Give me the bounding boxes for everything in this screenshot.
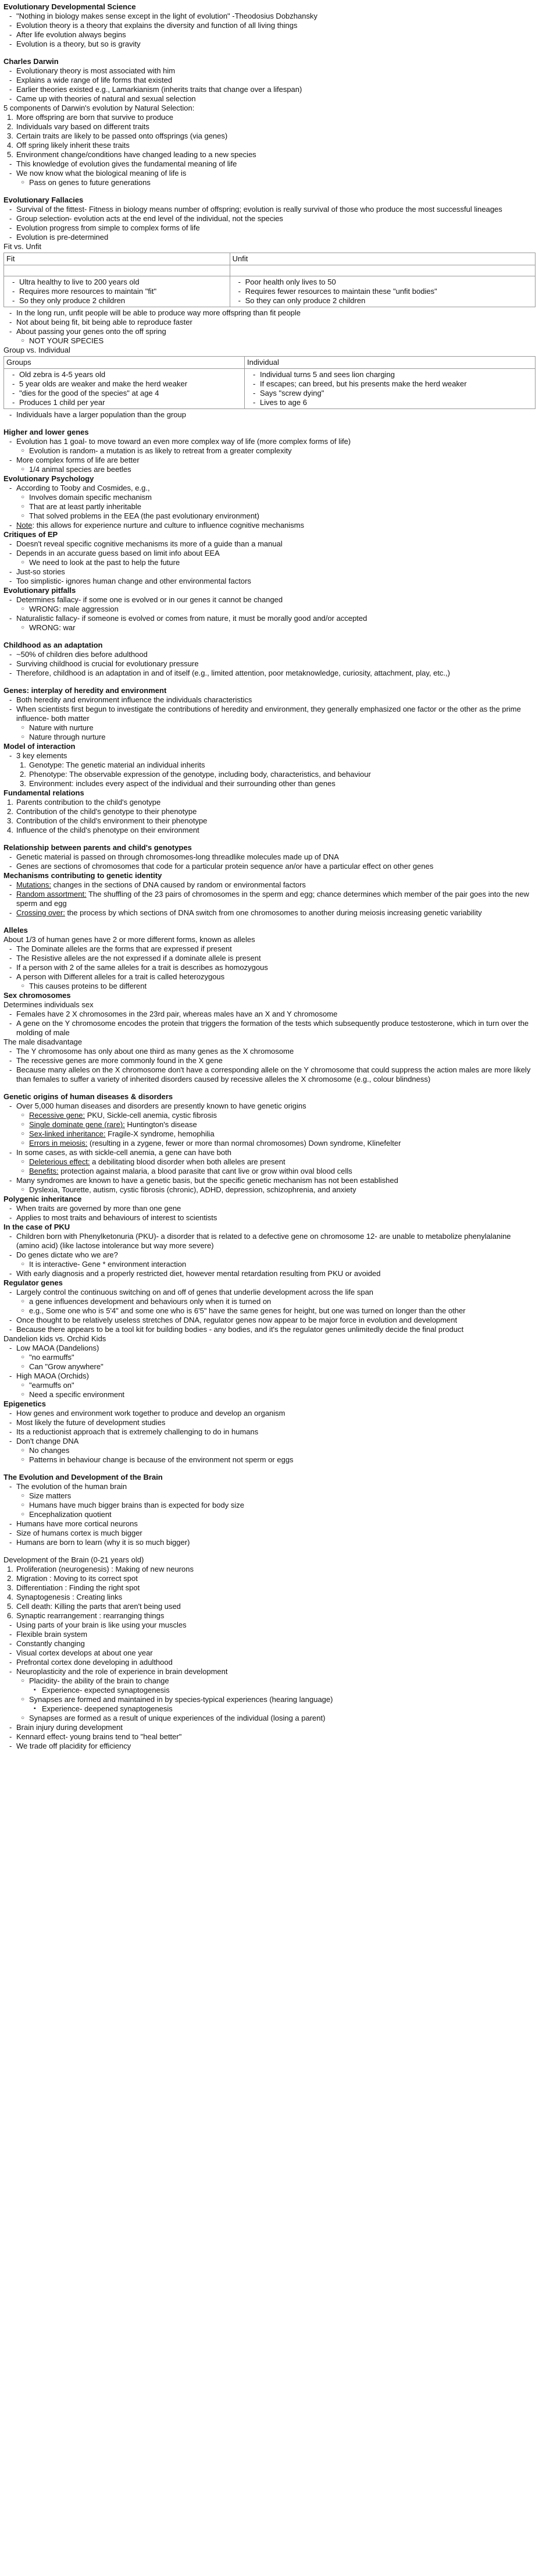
numbered-item: 3. Certain traits are likely to be passed onto offsprings (via genes)	[7, 132, 228, 140]
table-cell	[230, 276, 535, 307]
numbered-item: 3. Contribution of the child's environment to their phenotype	[7, 816, 208, 825]
sub-bullet: ○ Nature through nurture	[3, 733, 536, 742]
table-cell	[4, 369, 245, 409]
section-title: Sex chromosomes	[3, 991, 71, 1000]
numbered-item: 4. Influence of the child's phenotype on their environment	[7, 826, 199, 834]
section-title: Genetic origins of human diseases & disorders	[3, 1092, 173, 1101]
bullet: - Because many alleles on the X chromosome don't have a corresponding allele on the Y chromosome that could suppress the action males are more likely than females to suffer a variety of inherited disorders caused by recessive alleles the X chromosome (e.g., colour blindness)	[3, 1065, 536, 1084]
bullet: - Note: this allows for experience nurture and culture to influence cognitive mechanisms	[3, 521, 536, 530]
bullet: - A gene on the Y chromosome encodes the protein that triggers the formation of the tests which subsequently produce testosterone, which in turn over the molding of male	[3, 1019, 536, 1037]
sub-bullet: ○ e.g., Some one who is 5'4" and some one who is 6'5" have the same genes for height, but one was turned on longer than the other	[3, 1306, 536, 1316]
cell-bullet: - Ultra healthy to live to 200 years old	[6, 278, 227, 287]
section-title: Evolutionary Fallacies	[3, 196, 84, 204]
sub-bullet: ○ Benefits: protection against malaria, a blood parasite that cant live or grow within oval blood cells	[3, 1167, 536, 1176]
bullet: - Low MAOA (Dandelions)	[3, 1344, 536, 1353]
bullet: - We now know what the biological meaning of life is	[3, 169, 536, 178]
bullet: - Once thought to be relatively useless stretches of DNA, regulator genes now appear to be major force in evolution and development	[3, 1316, 536, 1325]
bullet: - Individuals have a larger population than the group	[3, 410, 536, 420]
sub-bullet: ○ This causes proteins to be different	[3, 982, 536, 991]
numbered-item: 2. Migration : Moving to its correct spot	[7, 1574, 138, 1583]
section-higher-lower-genes	[3, 428, 536, 474]
cell-bullet: - Produces 1 child per year	[6, 398, 242, 407]
bullet: - We trade off placidity for efficiency	[3, 1742, 536, 1751]
sub-bullet: ○ Dyslexia, Tourette, autism, cystic fibrosis (chronic), ADHD, depression, schizophrenia, and anxiety	[3, 1185, 536, 1195]
section-sex-chromosomes	[3, 991, 536, 1084]
sub-bullet: ○ Humans have much bigger brains than is expected for body size	[3, 1501, 536, 1510]
sub-bullet: ○ We need to look at the past to help the future	[3, 558, 536, 567]
bullet: - About passing your genes onto the off spring	[3, 327, 536, 336]
bullet: - Doesn't reveal specific cognitive mechanisms its more of a guide than a manual	[3, 539, 536, 549]
section-regulator-genes	[3, 1278, 536, 1399]
bullet: - In some cases, as with sickle-cell anemia, a gene can have both	[3, 1148, 536, 1157]
cell-bullet: - Requires more resources to maintain "fit"	[6, 287, 227, 296]
bullet: - Many syndromes are known to have a genetic basis, but the specific genetic mechanism has not been established	[3, 1176, 536, 1185]
bullet: - After life evolution always begins	[3, 30, 536, 40]
section-title: Development of the Brain (0-21 years old)	[3, 1555, 144, 1564]
section-genes-interplay	[3, 686, 536, 742]
bullet: - 3 key elements	[3, 751, 536, 761]
bullet: - Over 5,000 human diseases and disorders are presently known to have genetic origins	[3, 1102, 536, 1111]
bullet: - Mutations: changes in the sections of DNA caused by random or environmental factors	[3, 880, 536, 890]
sub-bullet: ○ Need a specific environment	[3, 1390, 536, 1399]
bullet: - Children born with Phenylketonuria (PKU)- a disorder that is related to a defective gene on chromosome 12- are unable to metabolize phenylalanine (amino acid) (like lactose intolerance but way more severe)	[3, 1232, 536, 1250]
section-title: Higher and lower genes	[3, 428, 89, 436]
sub-bullet: ○ Placidity- the ability of the brain to change	[3, 1676, 536, 1686]
section-pku	[3, 1223, 536, 1278]
section-alleles	[3, 926, 536, 991]
section-fundamental-relations	[3, 788, 536, 835]
section-title: Polygenic inheritance	[3, 1195, 82, 1203]
cell-bullet: - Old zebra is 4-5 years old	[6, 370, 242, 379]
cell-bullet: - Says "screw dying"	[247, 389, 533, 398]
numbered-item: 5. Environment change/conditions have changed leading to a new species	[7, 150, 256, 159]
bullet: - Flexible brain system	[3, 1630, 536, 1639]
bullet: - Just-so stories	[3, 567, 536, 577]
sub-bullet: ○ Can "Grow anywhere"	[3, 1362, 536, 1372]
bullet: - Brain injury during development	[3, 1723, 536, 1732]
bullet: - Naturalistic fallacy- if someone is evolved or comes from nature, it must be morally good and/or accepted	[3, 614, 536, 623]
sub-bullet: ○ Evolution is random- a mutation is as likely to retreat from a greater complexity	[3, 446, 536, 456]
bullet: - Applies to most traits and behaviours of interest to scientists	[3, 1213, 536, 1223]
bullet: - The Y chromosome has only about one third as many genes as the X chromosome	[3, 1047, 536, 1056]
table-header: Groups	[4, 357, 245, 369]
sub-bullet: ○ Patterns in behaviour change is because of the environment not sperm or eggs	[3, 1455, 536, 1465]
section-title: Evolutionary pitfalls	[3, 586, 76, 595]
table-cell	[230, 265, 535, 276]
bullet: - In the long run, unfit people will be able to produce way more offspring than fit people	[3, 308, 536, 318]
section-title: Mechanisms contributing to genetic identity	[3, 871, 162, 880]
bullet: - "Nothing in biology makes sense except in the light of evolution" -Theodosius Dobzhansky	[3, 12, 536, 21]
numbered-item: 1. Genotype: The genetic material an individual inherits	[20, 761, 205, 769]
section-title: Epigenetics	[3, 1399, 46, 1408]
sub-bullet: ○ It is interactive- Gene * environment interaction	[3, 1260, 536, 1269]
sub-bullet: ○ Pass on genes to future generations	[3, 178, 536, 187]
numbered-item: 1. Proliferation (neurogenesis) : Making of new neurons	[7, 1565, 194, 1573]
section-parents-genotypes	[3, 843, 536, 871]
numbered-item: 2. Contribution of the child's genotype to their phenotype	[7, 807, 197, 816]
intro-text: About 1/3 of human genes have 2 or more different forms, known as alleles	[3, 935, 255, 944]
numbered-item: 2. Individuals vary based on different traits	[7, 122, 149, 131]
table-caption: Group vs. Individual	[3, 346, 70, 354]
bullet: - Genes are sections of chromosomes that code for a particular protein sequence an/or have a particular effect on other genes	[3, 862, 536, 871]
bullet: - Determines fallacy- if some one is evolved or in our genes it cannot be changed	[3, 595, 536, 605]
numbered-item: 3. Differentiation : Finding the right spot	[7, 1583, 140, 1592]
bullet: - Using parts of your brain is like using your muscles	[3, 1621, 536, 1630]
cell-bullet: - So they only produce 2 children	[6, 296, 227, 305]
numbered-item: 5. Cell death: Killing the parts that aren't being used	[7, 1602, 181, 1611]
bullet: - Its a reductionist approach that is extremely challenging to do in humans	[3, 1427, 536, 1437]
section-mechanisms	[3, 871, 536, 918]
sub-bullet: ○ Involves domain specific mechanism	[3, 493, 536, 502]
section-epigenetics	[3, 1399, 536, 1465]
sub-bullet: ○ Synapses are formed and maintained in by species-typical experiences (hearing language)	[3, 1695, 536, 1704]
table-header: Unfit	[230, 253, 535, 265]
bullet: - Prefrontal cortex done developing in adulthood	[3, 1658, 536, 1667]
sub-bullet: ○ "earmuffs on"	[3, 1381, 536, 1390]
sub-bullet: ○ WRONG: war	[3, 623, 536, 633]
bullet: - The evolution of the human brain	[3, 1482, 536, 1491]
numbered-item: 4. Synaptogenesis : Creating links	[7, 1593, 123, 1601]
bullet: - Kennard effect- young brains tend to "heal better"	[3, 1732, 536, 1742]
bullet: - Earlier theories existed e.g., Lamarkianism (inherits traits that change over a lifespan)	[3, 85, 536, 94]
bullet: - Both heredity and environment influence the individuals characteristics	[3, 695, 536, 705]
bullet: - Not about being fit, bit being able to reproduce faster	[3, 318, 536, 327]
table-header: Individual	[244, 357, 535, 369]
bullet: - Survival of the fittest- Fitness in biology means number of offspring; evolution is really survival of those who produce the most successful lineages	[3, 205, 536, 214]
section-critiques	[3, 530, 536, 586]
bullet: - Evolution is pre-determined	[3, 233, 536, 242]
bullet: - Evolution theory is a theory that explains the diversity and function of all living things	[3, 21, 536, 30]
bullet: - Therefore, childhood is an adaptation in and of itself (e.g., limited attention, poor metaknowledge, curiosity, attachment, play, etc.,)	[3, 669, 536, 678]
section-title: Model of interaction	[3, 742, 76, 751]
section-title: The Evolution and Development of the Brain	[3, 1473, 163, 1481]
numbered-item: 1. More offspring are born that survive to produce	[7, 113, 174, 122]
bullet: - Evolution is a theory, but so is gravity	[3, 40, 536, 49]
bullet: - With early diagnosis and a properly restricted diet, however mental retardation resulting from PKU or avoided	[3, 1269, 536, 1278]
table-cell	[4, 265, 230, 276]
table-caption: Fit vs. Unfit	[3, 242, 42, 251]
sub-bullet: ○ 1/4 animal species are beetles	[3, 465, 536, 474]
bullet: - Surviving childhood is crucial for evolutionary pressure	[3, 659, 536, 669]
cell-bullet: - If escapes; can breed, but his presents make the herd weaker	[247, 379, 533, 389]
bullet: - Came up with theories of natural and sexual selection	[3, 94, 536, 104]
numbered-item: 2. Phenotype: The observable expression of the genotype, including body, characteristics, and behaviour	[20, 770, 371, 779]
section-title: Relationship between parents and child's genotypes	[3, 843, 192, 852]
sub-bullet: ○ NOT YOUR SPECIES	[3, 336, 536, 346]
cell-bullet: - 5 year olds are weaker and make the herd weaker	[6, 379, 242, 389]
bullet: - Evolution progress from simple to complex forms of life	[3, 223, 536, 233]
sub-bullet: ○ Single dominate gene (rare): Huntington's disease	[3, 1120, 536, 1129]
bullet: - Don't change DNA	[3, 1437, 536, 1446]
intro-text: The male disadvantage	[3, 1037, 83, 1046]
numbered-item: 1. Parents contribution to the child's genotype	[7, 798, 161, 806]
section-model-interaction	[3, 742, 536, 788]
bullet: - The Dominate alleles are the forms that are expressed if present	[3, 944, 536, 954]
bullet: - This knowledge of evolution gives the fundamental meaning of life	[3, 159, 536, 169]
bullet: - Group selection- evolution acts at the end level of the individual, not the species	[3, 214, 536, 223]
section-title: Evolutionary Developmental Science	[3, 2, 136, 11]
cell-bullet: - "dies for the good of the species" at age 4	[6, 389, 242, 398]
sub-bullet: ○ Deleterious effect: a debilitating blood disorder when both alleles are present	[3, 1157, 536, 1167]
section-title: Childhood as an adaptation	[3, 641, 103, 649]
bullet: - The recessive genes are more commonly found in the X gene	[3, 1056, 536, 1065]
section-title: Alleles	[3, 926, 28, 935]
sub-bullet: ○ Synapses are formed as a result of unique experiences of the individual (losing a parent)	[3, 1714, 536, 1723]
section-title: Evolutionary Psychology	[3, 474, 94, 483]
cell-bullet: - Requires fewer resources to maintain these "unfit bodies"	[233, 287, 533, 296]
sub-bullet: ○ "no earmuffs"	[3, 1353, 536, 1362]
bullet: - Do genes dictate who we are?	[3, 1250, 536, 1260]
bullet: - Too simplistic- ignores human change and other environmental factors	[3, 577, 536, 586]
section-title: Regulator genes	[3, 1278, 63, 1287]
section-genetic-origins	[3, 1092, 536, 1195]
numbered-item: 6. Synaptic rearrangement : rearranging things	[7, 1611, 165, 1620]
bullet: - ~50% of children dies before adulthood	[3, 650, 536, 659]
section-brain-development	[3, 1555, 536, 1751]
section-polygenic	[3, 1195, 536, 1223]
sub-sub-bullet: ▪ Experience- expected synaptogenesis	[3, 1686, 536, 1695]
bullet: - Most likely the future of development studies	[3, 1418, 536, 1427]
section-title: Fundamental relations	[3, 788, 84, 797]
bullet: - Constantly changing	[3, 1639, 536, 1648]
section-title: Critiques of EP	[3, 530, 58, 539]
section-childhood	[3, 641, 536, 678]
table-cell	[244, 369, 535, 409]
section-evo-dev	[3, 2, 536, 49]
numbered-item: 3. Environment: includes every aspect of the individual and their surrounding other than genes	[20, 779, 335, 788]
sub-bullet: ○ Errors in meiosis: (resulting in a zygene, fewer or more than normal chromosomes) Down syndrome, Klinefelter	[3, 1139, 536, 1148]
sub-bullet: ○ Recessive gene: PKU, Sickle-cell anemia, cystic fibrosis	[3, 1111, 536, 1120]
section-darwin	[3, 57, 536, 187]
bullet: - Genetic material is passed on through chromosomes-long threadlike molecules made up of DNA	[3, 852, 536, 862]
section-title: In the case of PKU	[3, 1223, 70, 1231]
bullet: - Females have 2 X chromosomes in the 23rd pair, whereas males have an X and Y chromosome	[3, 1010, 536, 1019]
cell-bullet: - Individual turns 5 and sees lion charging	[247, 370, 533, 379]
sub-bullet: ○ That are at least partly inheritable	[3, 502, 536, 511]
cell-bullet: - Poor health only lives to 50	[233, 278, 533, 287]
bullet: - Evolutionary theory is most associated with him	[3, 66, 536, 76]
table-cell	[4, 276, 230, 307]
sub-bullet: ○ Sex-linked inheritance: Fragile-X syndrome, hemophilia	[3, 1129, 536, 1139]
bullet: - High MAOA (Orchids)	[3, 1372, 536, 1381]
group-individual-table	[3, 356, 536, 409]
sub-bullet: ○ WRONG: male aggression	[3, 605, 536, 614]
bullet: - Neuroplasticity and the role of experience in brain development	[3, 1667, 536, 1676]
section-title: Genes: interplay of heredity and environment	[3, 686, 167, 695]
bullet: - Because there appears to be a tool kit for building bodies - any bodies, and it's the regulator genes unlimitedly decide the final product	[3, 1325, 536, 1334]
cell-bullet: - Lives to age 6	[247, 398, 533, 407]
section-pitfalls	[3, 586, 536, 633]
bullet: - Crossing over: the process by which sections of DNA switch from one chromosomes to another during meiosis increasing genetic variability	[3, 908, 536, 918]
numbered-item: 4. Off spring likely inherit these traits	[7, 141, 130, 150]
bullet: - Humans are born to learn (why it is so much bigger)	[3, 1538, 536, 1547]
intro-text: Determines individuals sex	[3, 1000, 94, 1009]
sub-sub-bullet: ▪ Experience- deepened synaptogenesis	[3, 1704, 536, 1714]
sub-bullet: ○ Encephalization quotient	[3, 1510, 536, 1519]
bullet: - How genes and environment work together to produce and develop an organism	[3, 1409, 536, 1418]
bullet: - Largely control the continuous switching on and off of genes that underlie development across the life span	[3, 1288, 536, 1297]
bullet: - Size of humans cortex is much bigger	[3, 1529, 536, 1538]
fit-unfit-table	[3, 253, 536, 307]
sub-bullet: ○ No changes	[3, 1446, 536, 1455]
section-evo-psych	[3, 474, 536, 530]
intro-text: Dandelion kids vs. Orchid Kids	[3, 1334, 106, 1343]
bullet: - According to Tooby and Cosmides, e.g.,	[3, 484, 536, 493]
section-brain-evolution	[3, 1473, 536, 1547]
cell-bullet: - So they can only produce 2 children	[233, 296, 533, 305]
sub-bullet: ○ That solved problems in the EEA (the past evolutionary environment)	[3, 511, 536, 521]
table-header: Fit	[4, 253, 230, 265]
bullet: - The Resistive alleles are the not expressed if a dominate allele is present	[3, 954, 536, 963]
bullet: - Random assortment: The shuffling of the 23 pairs of chromosomes in the sperm and egg; chance determines which member of the pair goes into the new sperm and egg	[3, 890, 536, 908]
bullet: - If a person with 2 of the same alleles for a trait is describes as homozygous	[3, 963, 536, 972]
bullet: - Evolution has 1 goal- to move toward an even more complex way of life (more complex forms of life)	[3, 437, 536, 446]
sub-bullet: ○ Size matters	[3, 1491, 536, 1501]
bullet: - A person with Different alleles for a trait is called heterozygous	[3, 972, 536, 982]
sub-bullet: ○ a gene influences development and behaviours only when it is turned on	[3, 1297, 536, 1306]
bullet: - When traits are governed by more than one gene	[3, 1204, 536, 1213]
bullet: - Visual cortex develops at about one year	[3, 1648, 536, 1658]
bullet: - More complex forms of life are better	[3, 456, 536, 465]
section-title: Charles Darwin	[3, 57, 59, 66]
bullet: - Explains a wide range of life forms that existed	[3, 76, 536, 85]
bullet: - Depends in an accurate guess based on limit info about EEA	[3, 549, 536, 558]
subheading: 5 components of Darwin's evolution by Natural Selection:	[3, 104, 195, 112]
bullet: - When scientists first begun to investigate the contributions of heredity and environment, they generally emphasized one factor or the other as the prime influence- both matter	[3, 705, 536, 723]
sub-bullet: ○ Nature with nurture	[3, 723, 536, 733]
section-fallacies	[3, 196, 536, 420]
bullet: - Humans have more cortical neurons	[3, 1519, 536, 1529]
